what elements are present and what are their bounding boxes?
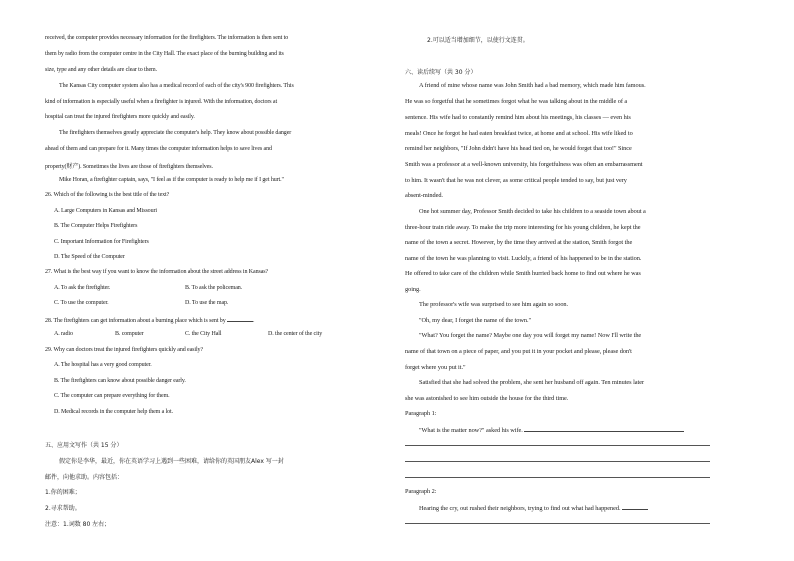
text-line: 假定你是李华，最近，你在英语学习上遇到一些困难，请给你的英国朋友Alex 写一封 — [59, 458, 284, 465]
paragraph-1-opening: "What is the matter now?" asked his wife. — [419, 426, 724, 434]
option: B. The Computer Helps Firefighters — [54, 223, 138, 229]
section-6-heading: 六、读后续写（共 30 分） — [405, 69, 477, 76]
question-26: 26. Which of the following is the best title of the text? — [45, 192, 170, 198]
answer-blank — [227, 316, 253, 322]
option: A. To ask the firefighter. — [54, 285, 111, 291]
text-line: Smith was a professor at a well-known university, his forgetfulness was often an embarrassment — [405, 161, 643, 168]
option: C. the City Hall — [185, 331, 222, 337]
option: B. To ask the policeman. — [185, 285, 243, 291]
option: C. Important Information for Firefighters — [54, 239, 149, 245]
text-line: "Oh, my dear, I forget the name of the town." — [419, 317, 531, 324]
writing-line[interactable] — [405, 461, 710, 462]
text-line: Mike Horan, a firefighter captain, says, "I feel as if the computer is ready to help me if I get hurt." — [59, 177, 284, 183]
text-line: them by radio from the computer centre in the City Hall. The exact place of the burning building and its — [45, 51, 284, 57]
text-line: going. — [405, 286, 421, 293]
list-item: 1.你的困难； — [45, 489, 81, 496]
writing-line[interactable] — [405, 477, 710, 478]
text-line: kind of information is especially useful when a firefighter is injured. With the information, doctors at — [45, 99, 278, 105]
writing-blank[interactable] — [524, 426, 684, 432]
option: D. Medical records in the computer help them a lot. — [54, 409, 174, 415]
text-line: meals! Once he forgot he had eaten breakfast twice, at home and at school. His wife liked to — [405, 130, 633, 137]
text-line: name of that town on a piece of paper, and you put it in your pocket and please, please don't — [405, 348, 632, 355]
writing-line[interactable] — [405, 445, 710, 446]
text-line: forget where you put it." — [405, 364, 466, 371]
paragraph-2-label: Paragraph 2: — [405, 488, 437, 495]
text-line: "What? You forget the name? Maybe one day you will forget my name! Now I'll write the — [419, 332, 642, 339]
note: 2.可以适当增加细节，以使行文连贯。 — [427, 37, 529, 44]
text-line: 邮件，向他求助。内容包括： — [45, 474, 124, 481]
text-line: three-hour train ride away. To make the trip more interesting for his young children, he kept the — [405, 224, 641, 231]
text-line: One hot summer day, Professor Smith decided to take his children to a seaside town about a — [419, 208, 646, 215]
text-line: she was astonished to see him outside the house for the third time. — [405, 395, 569, 402]
option: A. The hospital has a very good computer. — [54, 362, 152, 368]
paragraph-2-opening: Hearing the cry, out rushed their neighbors, trying to find out what had happened. — [419, 504, 724, 512]
text-line: received, the computer provides necessary information for the firefighters. The information is then sent to — [45, 35, 289, 41]
text-line: hospital can treat the injured firefighters more quickly and easily. — [45, 114, 195, 120]
text-line: ahead of them and can prepare for it. Many times the computer information helps to save lives and — [45, 146, 272, 152]
question-29: 29. Why can doctors treat the injured firefighters quickly and easily? — [45, 347, 204, 353]
text-line: He was so forgetful that he sometimes forgot what he was talking about in the middle of a — [405, 98, 628, 105]
option: A. radio — [54, 331, 73, 337]
text-line: name of the town he was planning to visit. Luckily, a friend of his happened to be in the station. — [405, 255, 642, 262]
note: 注意：1.词数 80 左右； — [45, 521, 111, 528]
list-item: 2.寻求帮助。 — [45, 505, 81, 512]
question-28: 28. The firefighters can get information about a burning place which is sent by . — [45, 318, 255, 324]
option: C. The computer can prepare everything for them. — [54, 393, 170, 399]
text-line: to him. It wasn't that he was not clever, as some critical people tended to say, but just very — [405, 177, 627, 184]
option: A. Large Computers in Kansas and Missouri — [54, 208, 157, 214]
text-line: The firefighters themselves greatly appreciate the computer's help. They know about possible danger — [59, 130, 292, 136]
paragraph-1-label: Paragraph 1: — [405, 410, 437, 417]
text-line: The Kansas City computer system also has a medical record of each of the city's 900 firefighters. This — [59, 83, 294, 89]
text-line: He offered to take care of the children while Smith hurried back home to find out where he was — [405, 270, 641, 277]
option: D. To use the map. — [185, 300, 229, 306]
question-27: 27. What is the best way if you want to know the information about the street address in Kansas? — [45, 269, 269, 275]
writing-line[interactable] — [405, 523, 710, 524]
writing-blank[interactable] — [622, 504, 648, 510]
text-line: A friend of mine whose name was John Smith had a bad memory, which made him famous. — [419, 82, 646, 89]
text-line: absent-minded. — [405, 192, 443, 199]
option: C. To use the computer. — [54, 300, 109, 306]
option: D. The Speed of the Computer — [54, 254, 125, 260]
text-line: name of the town a secret. However, by the time they arrived at the station, Smith forgot the — [405, 239, 633, 246]
text-line: property(财产). Sometimes the lives are those of firefighters themselves. — [45, 164, 213, 170]
text-line: size, type and any other details are clear to them. — [45, 67, 158, 73]
text-line: Satisfied that she had solved the problem, she sent her husband off again. Ten minutes later — [419, 379, 645, 386]
text-line: The professor's wife was surprised to see him again so soon. — [419, 301, 569, 308]
text-line: sentence. His wife had to constantly remind him about his meetings, his classes — even his — [405, 114, 631, 121]
section-5-heading: 五、应用文写作（共 15 分） — [45, 442, 123, 449]
text-line: remind her neighbors, "If John didn't have his head tied on, he would forget that too!" Since — [405, 145, 632, 152]
option: D. the center of the city — [268, 331, 323, 337]
option: B. computer — [115, 331, 144, 337]
option: B. The firefighters can know about possible danger early. — [54, 378, 186, 384]
